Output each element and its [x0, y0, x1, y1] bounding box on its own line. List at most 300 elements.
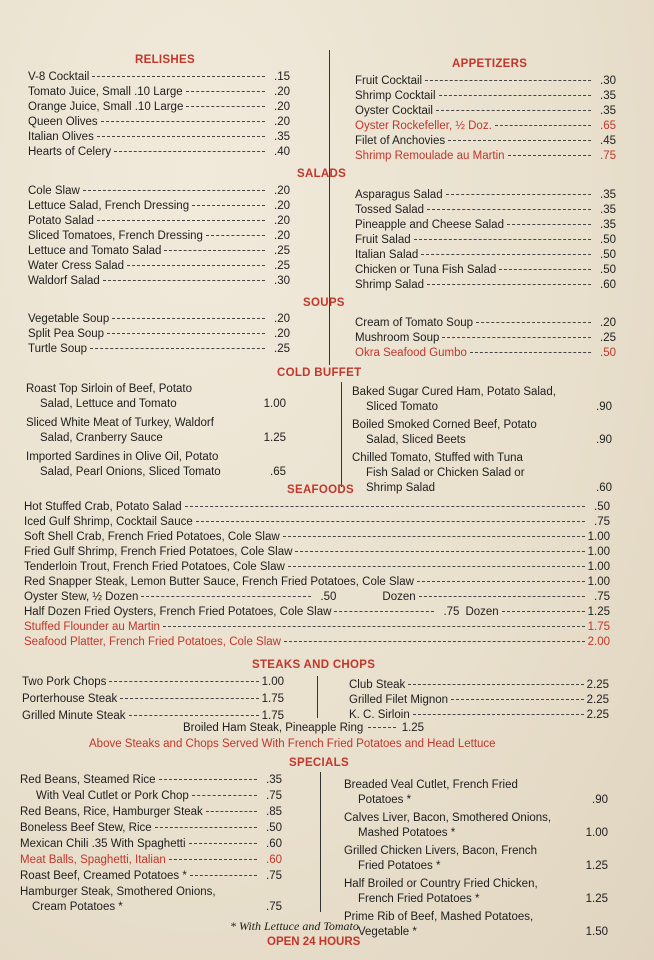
dot-leader	[83, 190, 265, 191]
dot-leader	[190, 875, 257, 876]
menu-item-name: Fruit Cocktail	[355, 75, 423, 87]
menu-item-price: 1.50	[585, 926, 608, 938]
menu-item	[349, 678, 609, 693]
menu-item-line: Calves Liver, Bacon, Smothered Onions,	[344, 812, 552, 824]
menu-item-name: Lettuce and Tomato Salad	[28, 245, 162, 257]
steaks-note: Above Steaks and Chops Served With French Fried Potatoes and Head Lettuce	[89, 738, 496, 750]
dot-leader	[114, 151, 265, 152]
dot-leader	[97, 220, 265, 221]
dot-leader	[436, 110, 591, 111]
menu-item	[24, 590, 610, 605]
menu-item-line: Breaded Veal Cutlet, French Fried	[344, 779, 518, 791]
menu-item-name: Sliced Tomatoes, French Dressing	[28, 230, 203, 242]
menu-item-price: .60	[266, 854, 282, 866]
dot-leader	[185, 506, 585, 507]
menu-item	[344, 778, 608, 808]
menu-item-price: .30	[600, 75, 616, 87]
dot-leader	[101, 121, 265, 122]
dozen-price: 1.25	[587, 606, 610, 618]
menu-item	[22, 692, 284, 707]
menu-item-price: .25	[274, 343, 290, 355]
menu-item-price: .15	[274, 71, 290, 83]
menu-item-name: Okra Seafood Gumbo	[355, 347, 467, 359]
menu-item-price: .75	[266, 790, 282, 802]
menu-item	[20, 837, 282, 852]
menu-item-price: .25	[600, 332, 616, 344]
salads-left-list	[28, 184, 290, 289]
dot-leader	[159, 779, 257, 780]
half-dozen-price: .50	[320, 591, 337, 603]
menu-item	[20, 869, 282, 884]
menu-item-price: .35	[274, 131, 290, 143]
menu-item-line: Sliced White Meat of Turkey, Waldorf	[26, 417, 214, 429]
menu-item-price: 1.00	[587, 561, 610, 573]
menu-item	[28, 274, 290, 289]
dot-leader	[206, 811, 257, 812]
menu-item	[355, 248, 616, 263]
menu-item-name: With Veal Cutlet or Pork Chop	[36, 790, 189, 802]
menu-item-name: Seafood Platter, French Fried Potatoes, Cole Slaw	[24, 636, 281, 648]
menu-item	[355, 263, 616, 278]
open-hours: OPEN 24 HOURS	[267, 936, 361, 948]
menu-item-price: .65	[270, 466, 286, 478]
menu-item	[20, 821, 282, 836]
menu-item	[355, 346, 616, 361]
dot-leader	[196, 521, 585, 522]
menu-item-line: Boiled Smoked Corned Beef, Potato	[352, 419, 537, 431]
salads-right-list	[355, 188, 616, 293]
menu-item-price: .85	[266, 806, 282, 818]
menu-item	[24, 545, 610, 560]
dot-leader	[155, 827, 257, 828]
dot-leader	[206, 235, 265, 236]
menu-item-price: 1.75	[587, 621, 610, 633]
menu-item	[28, 244, 290, 259]
menu-item-name: Tossed Salad	[355, 204, 425, 216]
menu-item-line: Fried Potatoes *	[358, 860, 441, 872]
menu-item-name: Lettuce Salad, French Dressing	[28, 200, 190, 212]
menu-item	[24, 575, 610, 590]
menu-item-price: 1.00	[587, 531, 610, 543]
menu-item-line: Roast Top Sirloin of Beef, Potato	[26, 383, 192, 395]
menu-item-price: .20	[274, 101, 290, 113]
menu-item	[28, 100, 290, 115]
menu-item-name: K. C. Sirloin	[349, 709, 410, 721]
menu-item-name: Italian Salad	[355, 249, 419, 261]
soups-right-list	[355, 316, 616, 361]
menu-item-price: .90	[592, 794, 608, 806]
dot-leader	[164, 250, 265, 251]
ham-steak-name: Broiled Ham Steak, Pineapple Ring	[183, 722, 364, 734]
menu-item-name: Red Beans, Rice, Hamburger Steak	[20, 806, 203, 818]
menu-item	[355, 316, 616, 331]
menu-item	[28, 229, 290, 244]
menu-item-price: .20	[600, 317, 616, 329]
divider-steaks	[317, 676, 318, 718]
menu-item	[22, 675, 284, 690]
menu-item-name: Meat Balls, Spaghetti, Italian	[20, 854, 166, 866]
steaks-left-list	[22, 675, 284, 724]
menu-item-price: 2.25	[586, 694, 609, 706]
lettuce-tomato-note: * With Lettuce and Tomato	[230, 919, 359, 933]
menu-item	[355, 74, 616, 89]
menu-item	[352, 385, 612, 415]
menu-item-name: Queen Olives	[28, 116, 98, 128]
menu-item	[20, 805, 282, 820]
menu-item-price: 2.00	[587, 636, 610, 648]
dot-leader	[508, 155, 591, 156]
cold-buffet-left-list	[26, 382, 286, 484]
menu-item-price: .35	[600, 204, 616, 216]
dot-leader	[92, 76, 265, 77]
dot-leader	[295, 551, 584, 552]
menu-item-name: Orange Juice, Small .10 Large	[28, 101, 184, 113]
menu-item-name: Italian Olives	[28, 131, 94, 143]
menu-item	[28, 115, 290, 130]
dot-leader	[112, 318, 265, 319]
menu-item-line: Sliced Tomato	[366, 401, 439, 413]
menu-item	[352, 418, 612, 448]
dot-leader	[186, 91, 265, 92]
menu-item	[355, 89, 616, 104]
menu-item-line: Hamburger Steak, Smothered Onions,	[20, 886, 216, 898]
menu-item	[24, 515, 610, 530]
menu-item-price: .20	[274, 116, 290, 128]
soups-left-list	[28, 312, 290, 357]
specials-right-list	[344, 778, 608, 943]
dot-leader	[507, 224, 591, 225]
menu-item	[28, 85, 290, 100]
menu-item-price: .50	[600, 264, 616, 276]
menu-item-price: .20	[274, 86, 290, 98]
menu-item-name: Potato Salad	[28, 215, 94, 227]
ham-steak-price: 1.25	[401, 722, 425, 734]
dot-leader	[107, 333, 265, 334]
menu-item-line: Shrimp Salad	[366, 482, 436, 494]
menu-item-price: .50	[600, 234, 616, 246]
menu-item-name: Mushroom Soup	[355, 332, 440, 344]
menu-item	[355, 119, 616, 134]
menu-item-name: V-8 Cocktail	[28, 71, 90, 83]
dot-leader	[408, 684, 583, 685]
menu-item-price: .50	[266, 822, 282, 834]
dot-leader	[334, 611, 434, 612]
menu-item-price: .40	[274, 146, 290, 158]
half-dozen-price: .75	[443, 606, 460, 618]
menu-item-name: Stuffed Flounder au Martin	[24, 621, 160, 633]
dot-leader	[288, 566, 585, 567]
menu-item-name: Shrimp Remoulade au Martin	[355, 150, 505, 162]
divider-top	[329, 50, 330, 365]
menu-item-price: .35	[600, 105, 616, 117]
menu-item	[28, 145, 290, 160]
dozen-label: Dozen	[382, 591, 416, 603]
menu-item-price: .50	[600, 249, 616, 261]
menu-item-name: Filet of Anchovies	[355, 135, 446, 147]
steaks-heading: STEAKS AND CHOPS	[252, 659, 376, 671]
menu-item-price: 2.25	[586, 679, 609, 691]
menu-item-price: .30	[274, 275, 290, 287]
menu-item	[26, 450, 286, 480]
menu-item-price: .60	[596, 482, 612, 494]
menu-item-name: Split Pea Soup	[28, 328, 105, 340]
menu-item-price: .20	[274, 313, 290, 325]
menu-item-price: 1.00	[585, 827, 608, 839]
menu-item-price: .75	[600, 150, 616, 162]
menu-item-name: Roast Beef, Creamed Potatoes *	[20, 870, 187, 882]
menu-item	[26, 416, 286, 446]
menu-item-name: Pineapple and Cheese Salad	[355, 219, 504, 231]
divider-specials	[320, 772, 321, 912]
menu-item-price: .90	[596, 434, 612, 446]
menu-item-name: Asparagus Salad	[355, 189, 443, 201]
menu-item-price: .35	[600, 219, 616, 231]
menu-item-name: Porterhouse Steak	[22, 693, 118, 705]
menu-item-name: Two Pork Chops	[22, 676, 107, 688]
menu-item-line: Cream Potatoes *	[32, 901, 123, 913]
menu-item-price: .35	[600, 189, 616, 201]
menu-item-line: Half Broiled or Country Fried Chicken,	[344, 878, 538, 890]
specials-heading: SPECIALS	[289, 757, 349, 769]
menu-item-name: Soft Shell Crab, French Fried Potatoes, Cole Slaw	[24, 531, 280, 543]
menu-item-line: Salad, Cranberry Sauce	[40, 432, 163, 444]
menu-item	[24, 500, 610, 515]
dot-leader	[470, 352, 591, 353]
dot-leader	[186, 106, 265, 107]
menu-item-price: .50	[600, 347, 616, 359]
menu-item	[28, 327, 290, 342]
menu-item-price: .90	[596, 401, 612, 413]
menu-item-price: .20	[274, 230, 290, 242]
menu-item	[20, 773, 282, 788]
menu-item-name: Oyster Cocktail	[355, 105, 433, 117]
salads-heading: SALADS	[297, 168, 347, 180]
menu-item-price: .45	[600, 135, 616, 147]
dot-leader	[414, 239, 591, 240]
menu-item-price: .20	[274, 215, 290, 227]
menu-item-price: 1.00	[261, 676, 284, 688]
menu-item-name: Vegetable Soup	[28, 313, 110, 325]
menu-item-price: .35	[600, 90, 616, 102]
menu-item-line: Fish Salad or Chicken Salad or	[366, 467, 525, 479]
menu-item-name: Tenderloin Trout, French Fried Potatoes, Cole Slaw	[24, 561, 285, 573]
appetizers-list	[355, 74, 616, 164]
appetizers-heading: APPETIZERS	[452, 58, 528, 70]
dot-leader	[283, 536, 585, 537]
menu-item-price: .75	[266, 870, 282, 882]
menu-item-name: Oyster Stew, ½ Dozen	[24, 591, 139, 603]
menu-item-price: 1.00	[587, 576, 610, 588]
menu-item-line: Potatoes *	[358, 794, 412, 806]
dot-leader	[163, 626, 585, 627]
menu-item	[344, 811, 608, 841]
menu-item-name: Shrimp Cocktail	[355, 90, 436, 102]
menu-item-price: .20	[274, 185, 290, 197]
menu-item-price: .65	[600, 120, 616, 132]
dot-leader	[442, 337, 591, 338]
menu-item-price: 1.25	[585, 893, 608, 905]
dot-leader	[103, 280, 265, 281]
menu-item	[28, 259, 290, 274]
menu-item-name: Water Cress Salad	[28, 260, 125, 272]
menu-item	[20, 853, 282, 868]
dot-leader	[476, 322, 591, 323]
menu-item-name: Oyster Rockefeller, ½ Doz.	[355, 120, 492, 132]
menu-item-name: Hot Stuffed Crab, Potato Salad	[24, 501, 182, 513]
menu-item	[355, 278, 616, 293]
menu-item-name: Cream of Tomato Soup	[355, 317, 474, 329]
menu-item	[344, 877, 608, 907]
menu-item-price: .50	[594, 501, 610, 513]
ham-steak-leader	[368, 727, 396, 728]
menu-item	[20, 885, 282, 915]
cold-buffet-heading: COLD BUFFET	[277, 367, 362, 379]
menu-item-line: Chilled Tomato, Stuffed with Tuna	[352, 452, 523, 464]
menu-item	[28, 312, 290, 327]
relishes-list	[28, 70, 290, 160]
menu-item	[349, 708, 609, 723]
menu-item-name: Boneless Beef Stew, Rice	[20, 822, 152, 834]
dot-leader	[97, 136, 265, 137]
menu-item	[24, 605, 610, 620]
menu-item	[355, 233, 616, 248]
menu-item-price: .20	[274, 328, 290, 340]
menu-item	[24, 560, 610, 575]
dot-leader	[421, 254, 591, 255]
menu-item-price: 2.25	[586, 709, 609, 721]
seafoods-heading: SEAFOODS	[287, 484, 354, 496]
menu-item	[20, 789, 282, 804]
menu-item-name: Cole Slaw	[28, 185, 80, 197]
menu-item-price: .20	[274, 200, 290, 212]
menu-item-name: Hearts of Celery	[28, 146, 112, 158]
relishes-heading: RELISHES	[135, 54, 195, 66]
dot-leader	[127, 265, 265, 266]
menu-item-line: Imported Sardines in Olive Oil, Potato	[26, 451, 219, 463]
menu-item	[28, 184, 290, 199]
menu-item	[344, 910, 608, 940]
dot-leader	[446, 194, 591, 195]
menu-item-line: French Fried Potatoes *	[358, 893, 480, 905]
dot-leader	[448, 140, 591, 141]
dot-leader	[192, 795, 257, 796]
dot-leader	[109, 681, 258, 682]
dot-leader	[427, 209, 591, 210]
dot-leader	[413, 714, 584, 715]
cold-buffet-right-list	[352, 385, 612, 499]
menu-item	[26, 382, 286, 412]
menu-item-price: 1.00	[263, 398, 286, 410]
steaks-right-list	[349, 678, 609, 723]
menu-item-name: Iced Gulf Shrimp, Cocktail Sauce	[24, 516, 193, 528]
dot-leader	[499, 269, 591, 270]
menu-item-name: Half Dozen Fried Oysters, French Fried Potatoes, Cole Slaw	[24, 606, 332, 618]
seafoods-list	[24, 500, 610, 650]
menu-item	[352, 451, 612, 496]
dot-leader	[502, 611, 585, 612]
menu-item	[28, 70, 290, 85]
menu-item	[355, 188, 616, 203]
dot-leader	[495, 125, 591, 126]
dot-leader	[192, 205, 265, 206]
menu-item-name: Grilled Minute Steak	[22, 710, 126, 722]
dozen-price: .75	[594, 591, 610, 603]
menu-item-line: Prime Rib of Beef, Mashed Potatoes,	[344, 911, 534, 923]
menu-item	[355, 149, 616, 164]
menu-item	[355, 134, 616, 149]
menu-item-name: Club Steak	[349, 679, 406, 691]
menu-item	[355, 331, 616, 346]
menu-item-line: Salad, Lettuce and Tomato	[40, 398, 177, 410]
menu-item-name: Red Beans, Steamed Rice	[20, 774, 156, 786]
menu-item-name: Waldorf Salad	[28, 275, 100, 287]
menu-item-price: .25	[274, 245, 290, 257]
menu-item	[24, 620, 610, 635]
dot-leader	[129, 715, 259, 716]
menu-item-price: .25	[274, 260, 290, 272]
dot-leader	[427, 284, 591, 285]
dot-leader	[284, 641, 585, 642]
menu-item-line: Salad, Pearl Onions, Sliced Tomato	[40, 466, 221, 478]
menu-item-name: Grilled Filet Mignon	[349, 694, 449, 706]
menu-item-line: Grilled Chicken Livers, Bacon, French	[344, 845, 538, 857]
menu-item	[28, 342, 290, 357]
soups-heading: SOUPS	[303, 297, 345, 309]
menu-item-name: Fruit Salad	[355, 234, 411, 246]
menu-item-name: Turtle Soup	[28, 343, 88, 355]
dot-leader	[169, 859, 257, 860]
menu-item-price: .75	[594, 516, 610, 528]
menu-item-line: Baked Sugar Cured Ham, Potato Salad,	[352, 386, 556, 398]
menu-item-price: .60	[600, 279, 616, 291]
menu-item	[28, 214, 290, 229]
menu-item	[344, 844, 608, 874]
dot-leader	[90, 348, 265, 349]
menu-item-name: Fried Gulf Shrimp, French Fried Potatoes, Cole Slaw	[24, 546, 293, 558]
menu-item	[24, 635, 610, 650]
menu-item-price: .75	[266, 901, 282, 913]
menu-item-line: Salad, Sliced Beets	[366, 434, 466, 446]
menu-item-line: Vegetable *	[358, 926, 417, 938]
menu-item	[24, 530, 610, 545]
dot-leader	[439, 95, 591, 96]
dot-leader	[425, 80, 591, 81]
menu-item-name: Shrimp Salad	[355, 279, 425, 291]
menu-item	[349, 693, 609, 708]
menu-item-name: Mexican Chili .35 With Spaghetti	[20, 838, 186, 850]
menu-item-name: Chicken or Tuna Fish Salad	[355, 264, 497, 276]
menu-item-name: Tomato Juice, Small .10 Large	[28, 86, 183, 98]
menu-item	[355, 203, 616, 218]
dot-leader	[120, 698, 258, 699]
menu-item	[355, 104, 616, 119]
dozen-label: Dozen	[465, 606, 499, 618]
menu-item-line: Mashed Potatoes *	[358, 827, 456, 839]
menu-item-price: 1.25	[585, 860, 608, 872]
dot-leader	[189, 843, 257, 844]
menu-item-price: 1.00	[587, 546, 610, 558]
menu-item-name: Red Snapper Steak, Lemon Butter Sauce, French Fried Potatoes, Cole Slaw	[24, 576, 414, 588]
menu-item-price: .60	[266, 838, 282, 850]
dot-leader	[451, 699, 584, 700]
specials-left-list	[20, 773, 282, 915]
dot-leader	[419, 596, 585, 597]
menu-item-price: 1.75	[261, 693, 284, 705]
menu-item-price: 1.25	[263, 432, 286, 444]
menu-item	[28, 130, 290, 145]
menu-item-price: 1.75	[261, 710, 284, 722]
divider-buffet	[341, 382, 342, 487]
